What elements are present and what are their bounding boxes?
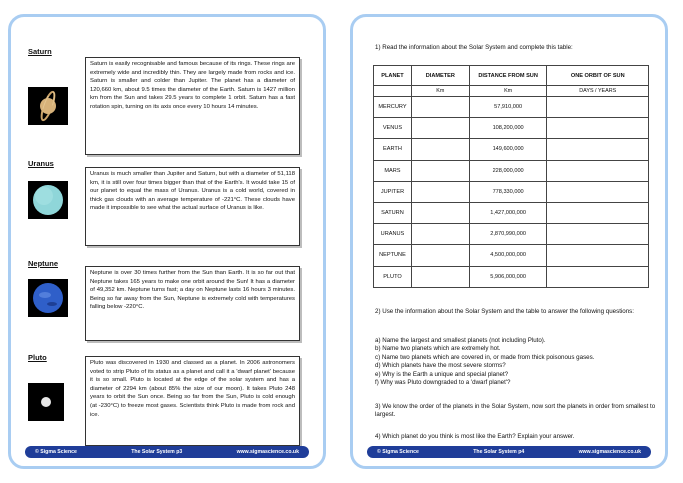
footer-copyright: © Sigma Science <box>377 449 419 455</box>
footer-page-label: The Solar System p3 <box>131 449 183 455</box>
distance-cell: 228,000,000 <box>469 160 547 181</box>
table-row <box>374 139 649 160</box>
distance-cell: 778,330,000 <box>469 181 547 202</box>
units-distance: Km <box>469 86 547 97</box>
distance-cell: 1,427,000,000 <box>469 202 547 223</box>
neptune-title: Neptune <box>28 259 58 268</box>
planet-cell: PLUTO <box>374 266 412 287</box>
uranus-info-box: Uranus is much smaller than Jupiter and Saturn, but with a diameter of 51,118 km, it is still over four times bigger than that of the Earth's. It would take 15 of our planet to equal the mass of Uranus. Uranus is a cold world, covered in thick gas clouds with an average temperature of -221°C. These clouds have made it impossible to see what the actual surface of Uranus is like. <box>85 167 300 246</box>
planet-cell: MERCURY <box>374 97 412 118</box>
diameter-answer-cell[interactable] <box>411 202 469 223</box>
header-distance: DISTANCE FROM SUN <box>469 66 547 86</box>
uranus-title: Uranus <box>28 159 54 168</box>
table-header-row <box>374 66 649 86</box>
distance-cell: 108,200,000 <box>469 118 547 139</box>
distance-cell: 4,500,000,000 <box>469 245 547 266</box>
distance-cell: 2,870,990,000 <box>469 224 547 245</box>
footer-website: www.sigmascience.co.uk <box>236 449 299 455</box>
footer-page-label: The Solar System p4 <box>473 449 525 455</box>
orbit-answer-cell[interactable] <box>547 139 649 160</box>
orbit-answer-cell[interactable] <box>547 97 649 118</box>
diameter-answer-cell[interactable] <box>411 266 469 287</box>
table-row <box>374 245 649 266</box>
diameter-answer-cell[interactable] <box>411 224 469 245</box>
table-units-row <box>374 86 649 97</box>
units-orbit: DAYS / YEARS <box>547 86 649 97</box>
worksheet-page-3 <box>8 14 326 469</box>
distance-cell: 57,910,000 <box>469 97 547 118</box>
planet-cell: JUPITER <box>374 181 412 202</box>
footer-copyright: © Sigma Science <box>35 449 77 455</box>
pluto-image <box>28 383 64 421</box>
question-4: 4) Which planet do you think is most like the Earth? Explain your answer. <box>375 433 575 440</box>
saturn-info-box: Saturn is easily recognisable and famous because of its rings. These rings are extremely wide and incredibly thin. They are largely made from rocks and ice. Saturn is smaller and colder than Jupiter. The planet has a diameter of 120,660 km, about 9.5 times the diameter of the Earth. Saturn is 1427 million km from the Sun and takes 29.5 years to complete 1 orbit. Saturn has a fast rotation spin, turning on its axis once every 10 hours 14 minutes. <box>85 57 300 155</box>
worksheet-page-4 <box>350 14 668 469</box>
orbit-answer-cell[interactable] <box>547 245 649 266</box>
planet-cell: VENUS <box>374 118 412 139</box>
orbit-answer-cell[interactable] <box>547 118 649 139</box>
neptune-image <box>28 279 68 317</box>
saturn-title: Saturn <box>28 47 52 56</box>
planet-cell: SATURN <box>374 202 412 223</box>
diameter-answer-cell[interactable] <box>411 245 469 266</box>
planet-cell: NEPTUNE <box>374 245 412 266</box>
diameter-answer-cell[interactable] <box>411 160 469 181</box>
question-2d: d) Which planets have the most severe storms? <box>375 362 506 370</box>
table-row <box>374 181 649 202</box>
question-2f: f) Why was Pluto downgraded to a 'dwarf planet'? <box>375 379 511 387</box>
orbit-answer-cell[interactable] <box>547 202 649 223</box>
question-3: 3) We know the order of the planets in the Solar System, now sort the planets in order from smallest to largest. <box>375 403 656 419</box>
planet-cell: URANUS <box>374 224 412 245</box>
page-footer <box>367 446 651 458</box>
question-2: 2) Use the information about the Solar System and the table to answer the following questions: <box>375 308 634 315</box>
table-row <box>374 202 649 223</box>
diameter-answer-cell[interactable] <box>411 97 469 118</box>
table-row <box>374 118 649 139</box>
question-1: 1) Read the information about the Solar System and complete this table: <box>375 44 573 51</box>
neptune-info-box: Neptune is over 30 times further from the Sun than Earth. It is so far out that Neptune takes 165 years to make one orbit around the Sun! It has a diameter of 49,352 km. Neptune turns fast; a day on Neptune lasts 16 hours 3 minutes. Being so far away from the Sun, Neptune is extremely cold with temperatures falling below -220°C. <box>85 266 300 341</box>
pluto-info-box: Pluto was discovered in 1930 and classed as a planet. In 2006 astronomers voted to strip Pluto of its status as a planet and call it a 'dwarf planet' because it is so small. Pluto is located at the edge of the solar system and has a diameter of 2294 km (about 85% the size of our moon). It takes Pluto 248 years to orbit the Sun once. Being so far from the Sun, Pluto is cold enough (at -230°C) to freeze most gases. Scientists think Pluto is made from rock and ice. <box>85 356 300 446</box>
question-2-items <box>375 337 657 387</box>
question-2e: e) Why is the Earth a unique and special planet? <box>375 370 509 378</box>
question-2c: c) Name two planets which are covered in, or made from thick poisonous gases. <box>375 353 595 361</box>
distance-cell: 149,600,000 <box>469 139 547 160</box>
units-diameter: Km <box>411 86 469 97</box>
orbit-answer-cell[interactable] <box>547 266 649 287</box>
diameter-answer-cell[interactable] <box>411 181 469 202</box>
saturn-image <box>28 87 68 125</box>
table-row <box>374 266 649 287</box>
orbit-answer-cell[interactable] <box>547 224 649 245</box>
table-row <box>374 224 649 245</box>
table-row <box>374 160 649 181</box>
footer-website: www.sigmascience.co.uk <box>578 449 641 455</box>
uranus-image <box>28 181 68 219</box>
planet-cell: EARTH <box>374 139 412 160</box>
planet-cell: MARS <box>374 160 412 181</box>
question-2b: b) Name two planets which are extremely hot. <box>375 345 501 353</box>
solar-system-table <box>373 65 649 288</box>
pluto-title: Pluto <box>28 353 47 362</box>
question-2a: a) Name the largest and smallest planets (not including Pluto). <box>375 337 546 344</box>
page-footer <box>25 446 309 458</box>
diameter-answer-cell[interactable] <box>411 118 469 139</box>
diameter-answer-cell[interactable] <box>411 139 469 160</box>
header-orbit: ONE ORBIT OF SUN <box>547 66 649 86</box>
header-diameter: DIAMETER <box>411 66 469 86</box>
header-planet: PLANET <box>374 66 412 86</box>
table-row <box>374 97 649 118</box>
orbit-answer-cell[interactable] <box>547 160 649 181</box>
units-planet <box>374 86 412 97</box>
distance-cell: 5,906,000,000 <box>469 266 547 287</box>
orbit-answer-cell[interactable] <box>547 181 649 202</box>
